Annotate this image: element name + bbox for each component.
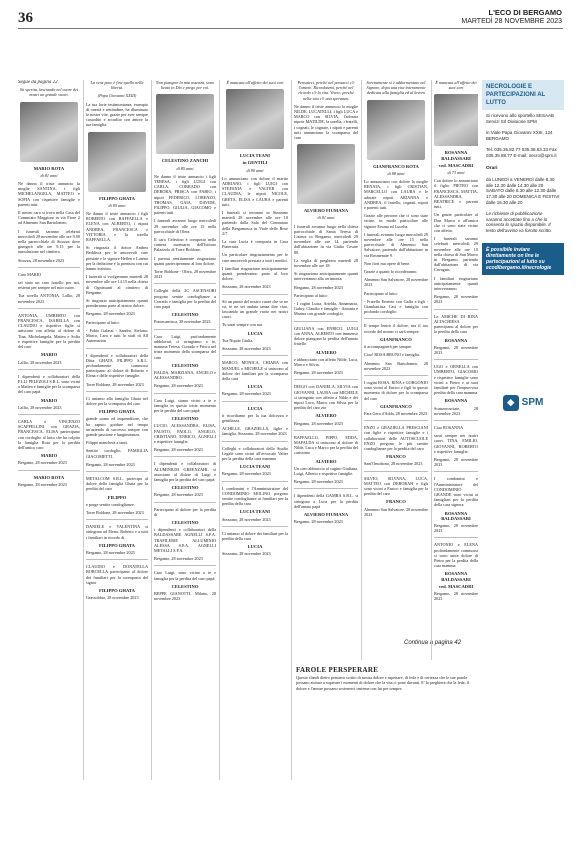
deceased-name: ALVIERO FIUMANA [303, 511, 349, 517]
notice-text: Il nostro caro si trova nella Casa del Commiato Maggioni in via Fiore 2 ad Almenno San Bartolomeo. [18, 210, 80, 226]
page-header [0, 0, 580, 78]
notice-text: MARCO, MONICA, CHIARA con MANUEL e MICHELE si uniscono al dolore dei familiari per la scomparsa della cara [222, 360, 288, 381]
sidebar-orari-title [482, 162, 564, 175]
deceased-name: LUCIA [247, 405, 263, 411]
column-separator [361, 80, 362, 660]
signature: BEPPE GIANOTTI. Milano, 28 novembre 2023 [154, 591, 216, 602]
deceased-married-name: ved. MASCADRI [438, 162, 474, 168]
column-3 [154, 80, 216, 604]
deceased-name: GIANFRANCO ROTA [373, 163, 419, 169]
deceased-name: ALVIERO [315, 458, 337, 464]
deceased-name: ALVIERO [315, 349, 337, 355]
notice-heading: Partecipano al lutto: [364, 290, 398, 296]
notice-text: La veglia di preghiera martedì 28 novembre alle ore 18. [294, 257, 358, 269]
divider [154, 329, 216, 330]
notice-text: BAFFAELLO, PIPPO, EDDA, MAFALDA si uniscono al dolore di Nilde, Luca e Marco per la perdita del carissimo [294, 434, 358, 456]
notice-text: CLAUDIO e DONATELLA BORCELLA partecipano al dolore dei familiari per la scomparsa del signor [86, 564, 148, 585]
signature: Bergamo, 28 novembre 2023 [222, 391, 271, 397]
notice-text: Filippo mancherà a tanti. [86, 440, 128, 446]
signature: Sant'Omobono, 28 novembre 2023 [364, 461, 423, 467]
notice-text: Il caro Celestino è composto nella camera mortuaria dell'Istituto Palazzolo di Torre Boldone. [154, 237, 216, 253]
sidebar-intro: Si ricevono allo sportello SESAAB Servizi Srl Divisione SPM [486, 113, 555, 124]
notice-text: DANIELE e VALENTINA si stringono ad Elena, Roberto e a tutti i familiari in ricordo di [86, 524, 148, 540]
portrait-photo [156, 94, 214, 154]
signature: Tua sorella ANTONIA. Lallio, 28 novembre 2023 [18, 293, 80, 304]
deceased-name: MARIO [40, 352, 58, 358]
notice-text: BALDA, MARZIANA, ANGELO e ALESSANDRO. [154, 369, 216, 381]
notice-text: e porge sentite condoglianze. [86, 501, 135, 507]
deceased-name: ROSANNA BALDASSARI [441, 510, 471, 521]
notice-text: Un caro abbraccio al cugino Giuliana, Luigi, Alberto e rispettive famiglie. [294, 465, 358, 476]
deceased-name: MARIO [40, 397, 58, 403]
deceased-name: CELESTINO [171, 583, 199, 589]
bottom-article [296, 668, 476, 691]
sidebar-note: Le richieste di pubblicazione saranno accettate fino a che lo consenta lo spazio disponibile. Il testo dell'avviso va fornito scritto. [486, 211, 552, 233]
deceased-name: ROSANNA [444, 398, 468, 404]
notice-text: I funerali si terranno in Stezzano martedì 28 novembre alle ore 10 partendo dalla Sala del Commiato della Bergamasca in Viale delle Rose 2/7. [222, 210, 288, 236]
notice-text: ti accompagnerà per sempre. [364, 344, 413, 350]
divider [18, 308, 80, 309]
deceased-name: ALVIERO FIUMANA [303, 208, 349, 214]
signature: Bergamo, 28 novembre 2023 [154, 383, 203, 389]
notice-text: Tu sarai sempre con noi. [222, 322, 264, 328]
notice-text: Caro Luigi, siamo vicini a te e famiglia in questo triste momento per la perdita del caro papà [154, 397, 216, 413]
divider [222, 401, 288, 402]
publication-date: MARTEDÌ 28 NOVEMBRE 2023 [461, 18, 562, 25]
divider [154, 456, 216, 457]
notice-text: CARLA e VINCENZO SCAPPELLINI con GRAZIA, FRANCESCA, ELISA partecipano con cordoglio al lutto che ha colpito la famiglia Rota per la perdita dell'amico caro [18, 418, 80, 450]
notice-text: Ci uniamo al dolore dei familiari per la perdita della cara [222, 530, 288, 541]
signature: Fara Gera d'Adda, 28 novembre 2023 [364, 410, 428, 416]
notice-text: Lo annunciano con dolore la moglie RENATA, i figli CRISTIAN, MARCELLO con LAURA e le adorate nipoti ARIANNA e ANDREA, il fratello, cognati, nipoti e parenti tutti. [364, 179, 428, 211]
quote: È mancata all'affetto dei suoi cari [226, 80, 284, 85]
notice-text: Con dolore lo annunciano il figlio PIETRO con FRANCESCA, MATTIA, ALESSANDRA, BEATRICE e parenti tutti. [434, 178, 478, 210]
divider [294, 488, 358, 489]
signature: Bergamo, 28 novembre 2023 [294, 284, 343, 290]
notice-heading: Ciao ROSANNA [434, 424, 464, 430]
signature: Bergamo, 28 novembre 2023 [86, 461, 135, 467]
deceased-name: FILIPPO GHATA [99, 195, 135, 201]
age: di 81 anni [40, 172, 58, 178]
notice-text: Colleghi della 2C ASCENSORI porgono sentite condoglianze a Corrado e famiglia per la perdita del caro papà [154, 288, 216, 310]
notice-text: Ciao! ROSA BRUNO e famiglia. [364, 352, 420, 358]
bottom-text: Questo slandi dietro pensiero scritto di nostra dolore e aspettare, di fede e di certezza che le sue parole possano aiutare a superare i momenti di dolore che la vita ci pone davanti. E' la preghiera che la fede, il dolore e l'amore possano sostenerci insieme con lui per sempre. [296, 675, 470, 691]
deceased-name: CELESTINO [171, 362, 199, 368]
signature: Sentito cordoglio, FAMIGLIA GIACOMETTI. [86, 448, 148, 459]
divider [154, 283, 216, 284]
divider [154, 393, 216, 394]
signature: Bergamo, 28 novembre 2023 [86, 311, 135, 317]
portrait-photo [226, 89, 284, 149]
portrait-photo [88, 132, 146, 192]
notice-text: - I cugini Luisa, Arielda, Annamaria, Gabry, Claudio e famiglie - Antonia e Marina con grande cordoglio [294, 301, 358, 317]
quote: Non piangete la mia assenza, sono beato in Dio e prego per voi. [155, 80, 215, 91]
notice-text: Si ringrazia il dottor Andrea Beddisca per le amorevoli cure prestate e le signore Hellen e Lorena per la dedizione e la premura con cui hanno assistito. [86, 245, 148, 272]
column-6 [364, 80, 428, 640]
signature: Lallio, 28 novembre 2023 [18, 359, 62, 365]
signature: Stezzano, 28 novembre 2023 [222, 346, 271, 352]
sidebar-info [482, 80, 564, 411]
divider [86, 471, 148, 472]
age: di 88 anni [387, 170, 405, 176]
notice-text: I funerali saranno celebrati mercoledì 29 novembre alle ore 10 nella chiesa di San Marco in Bergamo, partendo dall'abitazione di via Cavagnis. [434, 236, 478, 273]
notice-text: Ne danno il triste annuncio i figli ROBERTO con RAFFAELLA e ELENA con ALBERTO, i nipoti ANDREA, FRANCESCA e VITTORIA e la sorella RAFFAELLA. [86, 211, 148, 243]
notice-text: Non fiori ma opere di bene. [364, 260, 411, 266]
portrait-photo [434, 94, 478, 146]
divider [222, 355, 288, 356]
publication-name: L'ECO DI BERGAMO [488, 8, 562, 17]
divider [434, 309, 478, 310]
column-5 [294, 80, 358, 660]
divider [294, 321, 358, 322]
signature: Stezzano, 28 novembre 2023 [222, 284, 271, 290]
divider [154, 502, 216, 503]
deceased-name: LUCIA TEANI [239, 509, 271, 515]
deceased-name: FRANCO [386, 454, 406, 460]
age: di 73 anni [447, 170, 465, 176]
notice-text: sei stato un caro fratello per noi, resterai per sempre nel mio cuore. [18, 280, 80, 291]
age: di 85 anni [108, 202, 126, 208]
column-1 [18, 80, 80, 490]
notice-text: Ne danno il triste annuncio i figli TERESA, i figli LUIGI con CARLA, CORRADO con DEBORA, PRISCA con FABIO, i nipoti FEDERICO, LORENZO, THOMAS, GAIA, DAVIDE, FILIPPO, GIULIA, GIACOMO e parenti tutti. [154, 173, 216, 216]
bottom-title: FAROLE PERSPERARE [296, 666, 379, 674]
deceased-name: CELESTINO [171, 312, 199, 318]
signature: Torre Boldone, 28 novembre 2023 [86, 381, 144, 387]
sidebar-title: NECROLOGIE E PARTECIPAZIONI AL LUTTO [482, 80, 564, 110]
notice-text: I funerali avranno luogo mercoledì 29 novembre alle ore 15 nella parrocchiale di Olera. [154, 218, 216, 234]
notice-text: i dipendenti e collaboratori della BALDASSARE AGNELLI S.P.A. TRAFILERIE ALLUMINIO ALESSA S.P.A. AGNELLI METALLI S.P.A. [154, 527, 216, 553]
signature: Lallio, 28 novembre 2023 [18, 404, 62, 410]
sidebar-contacts: Tel. 035.35.82.77 035.38.63.33 Fax 035.35.88.77 E-mail: necro@spm.it [486, 147, 557, 158]
divider [18, 267, 80, 268]
deceased-name: CELESTINO ZANCHI [161, 158, 209, 164]
notice-text: I funerali avranno luogo mercoledì 29 novembre alle ore 15 nella parrocchiale di Almenno San Salvatore, partendo dall'abitazione in via Rosmenate 9. [364, 231, 428, 258]
notice-text: I funerali si svolgeranno martedì 28 novembre alle ore 14.15 nella chiesa di Ognissanti al cimitero di Bergamo. [86, 274, 148, 295]
notice-text: I condomini e l'Amministratore del CONDOMINIO GRANDE sono vicini ai famigliari per la perdita della cara signora [434, 476, 478, 508]
deceased-name: CELESTINO [171, 416, 199, 422]
age: di 85 anni [176, 165, 194, 171]
signature: Bergamo, 28 novembre 2023 [294, 370, 343, 376]
signature: Bergamo, 28 novembre 2023 [434, 456, 478, 468]
signature: Bergamo, 28 novembre 2023 [86, 549, 135, 555]
deceased-name: MARIO ROTA [33, 474, 65, 480]
quote: Sii sperita, lasciando nel cuore dei nostri un grande vuoto. [19, 87, 79, 98]
spm-logo [482, 395, 564, 411]
online-notice-box: È possibile inviare direttamente on line le partecipazioni al lutto su ecodibergamo.it/necrologie [482, 243, 564, 275]
notice-text: I parenti sentitamente ringraziano quanti parteciperanno al loro dolore. [154, 255, 216, 266]
notice-text: Un particolare ringraziamento per le cure amorevoli prestate a tutti i medici. [222, 252, 288, 263]
divider [86, 348, 148, 349]
notice-text: Grazie a quanti lo ricorderanno. [364, 269, 418, 275]
signature: Torre Boldone, 28 novembre 2023 [86, 509, 144, 515]
notice-text: UGO e ORNELLA con UMBERTO, GIACOMO e rispettive famiglie sono vicini a Pietro e ai suoi familiari per l'improvvisa perdita della cara mamma [434, 364, 478, 396]
signature: Bergamo, 28 novembre 2023 [154, 447, 203, 453]
divider [18, 414, 80, 415]
deceased-married-name: ved. MASCADRI [438, 583, 474, 589]
divider [222, 294, 288, 295]
notice-text: Ne danno il triste annuncio la moglie NILDE, LUCATELLI, i figli LUCA e MARCO con SILVIA, l'adorata nipote MATILDE, la sorella, i fratelli, i cognati, le cognate, i nipoti e parenti tutti annunciano la scomparsa del caro [294, 103, 358, 141]
notice-text: Colleghi e collaboratori dello Studio Legale sono vicini all'avvocato Valter per la perdita della cara mamma [222, 445, 288, 461]
portrait-photo [20, 102, 78, 162]
column-separator [219, 80, 220, 780]
signature: Strozza, 28 novembre 2023 [18, 257, 65, 263]
spm-logo-icon: ◆ [503, 395, 519, 411]
signature: Almenno San Salvatore, 28 novembre 2023 [364, 506, 428, 517]
deceased-name: ROSANNA [444, 337, 468, 343]
divider [364, 471, 428, 472]
spm-logo-text: SPM [521, 397, 544, 408]
notice-text: Partecipano al dolore per la perdita di [154, 506, 216, 517]
notice-text: I funerali saranno celebrati mercoledì 29 novembre alle ore 9.00 nella parrocchiale di Strozza dove giungerà alle ore 9.15 per la tumulazione nel cimitero. [18, 228, 80, 255]
divider [18, 369, 80, 370]
notice-text: ANTONIA, UMBERTO con FRANCESCA, ISABELLA con CLAUDIO e rispettive figlie si uniscono con affetto al dolore di Tina, Michelangela, Matteo e Sofia e rispettive famiglie per la perdita del caro [18, 312, 80, 350]
portrait-photo [367, 100, 425, 160]
segue-note: Segue da pagina 22 [18, 80, 58, 85]
signature: Scanzorosciate, 28 novembre 2023 [434, 405, 478, 416]
deceased-name: FILIPPO GHATA [99, 542, 135, 548]
notice-text: Le AMICHE DI RINA ALTACHIESA partecipano al dolore per la perdita della cara [434, 313, 478, 335]
column-4 [222, 80, 288, 560]
signature: ACHILLE, GRAZIELLA, figlie e famiglia. Stezzano, 28 novembre 2023 [222, 426, 288, 437]
divider [434, 537, 478, 538]
divider [434, 471, 478, 472]
signature: Bergamo, 28 novembre 2023 [434, 294, 478, 305]
deceased-name: CELESTINO [171, 485, 199, 491]
divider [86, 519, 148, 520]
deceased-name: LUCIA TEANI [239, 464, 271, 470]
sidebar-address: in Viale Papa Giovanni XXIII, 124 BERGAMO [486, 130, 553, 141]
divider [434, 420, 478, 421]
notice-text: I familiari ringraziano anticipatamente quanti interverranno. [434, 275, 478, 292]
notice-text: Il tempo lenirà il dolore, ma il tuo ricordo del nonno ci sarà sempre. [364, 323, 428, 334]
deceased-name: LUCIA [247, 384, 263, 390]
signature: Stezzano, 28 novembre 2023 [222, 516, 271, 522]
notice-heading: Partecipano al lutto: [294, 292, 328, 298]
deceased-name: CELESTINO [171, 519, 199, 525]
deceased-name: LUCIA TEANI [239, 153, 271, 159]
header-rule [18, 28, 563, 29]
notice-text: I dipendenti della GAMBA S.R.L. si stringono a Luca per la perdita dell'amato papà [294, 493, 358, 509]
quote: Pensateci, perché nel pensarci c'è l'amore. Ricordatemi, perché nel ricordo c'è la vita. Vivete, perché nella vita c'è una speranza. [297, 80, 355, 101]
notice-text: I dipendenti e collaboratori della F.LLI PELEZOLI S.R.L. sono vicini a Matteo e famiglie per la scomparsa del caro papà [18, 373, 80, 395]
notice-text: METALCOM S.R.L. partecipa al dolore della famiglia Ghata per la perdita del caro [86, 475, 148, 492]
notice-text: La cara Lucia è composta in Casa Funeraria. [222, 239, 288, 250]
notice-text: I dipendenti e collaboratori della Ditta GHATA FILIPPO S.R.L. profondamente commossi partecipano al dolore di Roberto e Elena e delle rispettive famiglie. [86, 352, 148, 379]
column-separator [83, 80, 84, 780]
column-separator [151, 80, 152, 780]
deceased-name: LUCIA [247, 330, 263, 336]
notice-text: Caro Luigi, sono vicino a te e famiglia per la perdita del caro papà [154, 570, 216, 581]
column-2 [86, 80, 148, 603]
notice-text: Si ringraziano anticipatamente quanti interverranno alla cerimonia. [294, 271, 358, 282]
age: di 81 anni [317, 215, 335, 221]
notice-text: La tua forte testimonianza, esempio di onestà e rettitudine, ha illuminato le nostre vite, grazie per aver sempre custodito e accudito con amore la tua famiglia. [86, 101, 148, 128]
divider [364, 318, 428, 319]
divider [364, 375, 428, 376]
column-separator [291, 80, 292, 780]
notice-text: Un grazie particolare al Don Marco e all'amica che ci sono state vicine con affetto. [434, 212, 478, 234]
signature: Stezzano, 28 novembre 2023 [222, 551, 271, 557]
notice-text: Caro Luigi, profondamente addolorati, ci stringiamo a te, mamma Teresa, Corrado e Prisca nel triste momento della scomparsa del caro [154, 333, 216, 360]
age: di 90 anni [246, 167, 264, 173]
signature: Bergamo, 28 novembre 2023 [434, 344, 478, 355]
notice-text: ENZO e GRAZIELLA PRESCIANI con figlie e rispettive famiglie e i collaboratori delle AUTOSCUOLE ENZO porgono le più sentite condoglianze per la perdita del caro [364, 425, 428, 451]
notice-text: Grazie alle persone che ci sono state vicine, in modo particolare alle signore Ersana ed Lucelia. [364, 213, 428, 229]
signature: Almenno San Bartolomeo, 28 novembre 2023 [364, 360, 428, 371]
sidebar-orari: da LUNEDÌ a VENERDÌ dalle 8.30 alle 12.30 dalle 14.30 alle 20 SABATO dalle 8.30 alle 12.30 dalle 17.30 alle 20 DOMENICA E FESTIVI dalle 16.30 alle 20 [486, 177, 560, 205]
page-number: 36 [18, 10, 33, 26]
notice-text: SILVIO, SILVANA, LUCA, MATTEO con DEBORAH e figli sono vicini a Enrico e famiglia per la perdita del caro [364, 475, 428, 497]
notice-text: Tua Nipote Giulia. [222, 337, 254, 343]
continua-note: Continua a pagina 42 [404, 640, 462, 646]
notice-text: grande uomo ed imprenditore, che ha saputo guidare nel tempo un'azienda di successo sempre con grande passione e lungimiranza. [86, 416, 148, 437]
orari-heading: Orari [486, 165, 498, 171]
notice-text: Lo annunciano con dolore il marito ADRIANO, i figli LUIGI con STEFANIA e VALTER con CLAUDIA, le nipoti NICOLE, GRETA, ELISA e LAURA e parenti tutti. [222, 175, 288, 207]
column-7 [434, 80, 478, 660]
notice-heading: Caro MARIO [18, 271, 42, 277]
signature: Bergamo, 28 novembre 2023 [294, 420, 343, 426]
notice-text: Sii un punto del nostro cuore che se ne va, te ne sei andata senza dire ciao, lasciando un grande vuoto nei nostri cuori. [222, 298, 288, 320]
signature: Bergamo, 28 novembre 2023 [154, 556, 203, 562]
signature: Bergamo, 28 novembre 2023 [294, 479, 343, 485]
notice-text: ANTONIO e ELENA profondamente commossi si sono unite dolore di Pietro per la perdita della cara mamma [434, 542, 478, 569]
signature: Bergamo, 28 novembre 2023 [434, 591, 478, 602]
signature: Bergamo, 28 novembre 2023 [18, 481, 67, 487]
deceased-name: ROSANNA BALDASSARI [441, 150, 471, 161]
divider [18, 470, 80, 471]
divider [294, 430, 358, 431]
notice-text: - Fabio Galassi - Sandro, Stefano, Marco, Lara e tutti lo staff di All Automation [86, 327, 148, 344]
notice-text: LUCIO, ALESSANDRA, ELISA, FAUSTO, PAOLO, ANGELO, CRISTIANO, ENRICO, AGNELLI e rispettive famiglie. [154, 423, 216, 444]
divider [222, 481, 288, 482]
notice-text: I familiari ringraziano anticipatamente quanti prenderanno parte al loro dolore. [222, 265, 288, 282]
quote-author: (Papa Giovanni XXIII) [97, 93, 137, 99]
notice-text: ti ricordiamo per la tua dolcezza e gentilezza. [222, 412, 288, 423]
quote: Serenamente si è addormentato nel Signore, dopo una vita interamente dedicata alla famiglia ed al lavoro [366, 80, 426, 96]
deceased-name: LUCIA [247, 544, 263, 550]
notice-text: I condomini e l'Amministratore del CONDOMINIO MOLINO porgono sentite condoglianze ai familiari per la perdita della cara [222, 485, 288, 507]
deceased-name: ALVIERO [315, 413, 337, 419]
notice-text: - Fratello Ernesto con Gaffa e figli - Giambattista Casi e famiglia con profondo cordoglio [364, 298, 428, 315]
divider [294, 379, 358, 380]
column-separator [431, 80, 432, 660]
signature: Bergamo, 28 novembre 2023 [434, 522, 478, 534]
divider [86, 559, 148, 560]
divider [154, 565, 216, 566]
deceased-name: GIANFRANCO [380, 336, 412, 342]
notice-heading: Partecipano al lutto: [86, 319, 120, 325]
signature: Torre Boldone - Olera, 28 novembre 2023 [154, 269, 216, 280]
signature: Bergamo, 28 novembre 2023 [18, 460, 67, 466]
divider [222, 441, 288, 442]
deceased-name: ROSANNA BALDASSARI [441, 571, 471, 582]
notice-text: e abbracciano con affetto Nilde, Luca, Marco e Silvia. [294, 356, 358, 367]
portrait-photo [297, 144, 355, 204]
notice-text: sarai sempre nei nostri cuori. TINA, EMILIO, GIOVANNI, ROBERTO e rispettive famiglie. [434, 433, 478, 454]
notice-text: GIULIANA con ENRICO, LUIGI con ANNA, ALBERTO con immenso dolore piangono la perdita dell'amato fratello [294, 325, 358, 347]
divider [86, 391, 148, 392]
divider [364, 420, 428, 421]
signature: Bergamo, 28 novembre 2023 [154, 492, 203, 498]
quote: È mancata all'affetto dei suoi cari [435, 80, 477, 91]
signature: Pontecamisca, 28 novembre 2023 [154, 319, 211, 325]
signature: Almenno San Salvatore, 28 novembre 2023 [364, 277, 428, 288]
deceased-married-name: in GENTILI [242, 160, 268, 166]
deceased-name: MARIO [40, 453, 58, 459]
notice-text: DIEGO con DANIELA, SILVIA con GIOVANNI, LAURA con MICHELE si stringono con affetto a Nilde e dei nipoti Luca, Marco con Silvia per la perdita del caro zio [294, 384, 358, 411]
masthead [461, 8, 562, 26]
deceased-name: GIANFRANCO [380, 403, 412, 409]
deceased-name: FILIPPO [107, 494, 127, 500]
notice-text: I dipendenti e collaboratori di ALUMINIUM GREENZAHL si associano al dolore di Luigi e famiglia per la perdita del caro papà [154, 461, 216, 482]
deceased-name: FILIPPO GHATA [99, 588, 135, 593]
notice-text: Ci uniamo alla famiglia Ghata nel dolore per la scomparsa del caro [86, 395, 148, 406]
deceased-name: FILIPPO GHATA [99, 409, 135, 415]
divider [222, 526, 288, 527]
signature: Grassobbio, 28 novembre 2023 [86, 595, 139, 601]
quote: La vera pace è fine quello nella libertà. [90, 80, 144, 91]
signature: Bergamo, 28 novembre 2023 [222, 471, 271, 477]
notice-text: I cugini ROSA, RINA e GORGONIO sono vicini al Enrico e figli in questo momento di dolore per la scomparsa del caro [364, 379, 428, 401]
deceased-name: MARIO ROTA [33, 165, 65, 171]
notice-text: I funerali avranno luogo nella chiesa parrocchiale di Santa Teresa di Lisieux in Bergamo, mercoledì 29 novembre alle ore 14, partendo dall'abitazione in via Giulio Cesare 80. [294, 223, 358, 255]
divider [434, 359, 478, 360]
deceased-name: FRANCO [386, 499, 406, 505]
notice-text: Ne danno il triste annuncio la moglie SANTINA, i figli MICHELANGELA, MATTEO e SOFIA con rispettive famiglie e parenti tutti. [18, 181, 80, 207]
notice-text: Si ringrazia anticipatamente quanti prenderanno parte al nostro dolore. [86, 298, 148, 309]
signature: Bergamo, 28 novembre 2023 [294, 519, 343, 525]
